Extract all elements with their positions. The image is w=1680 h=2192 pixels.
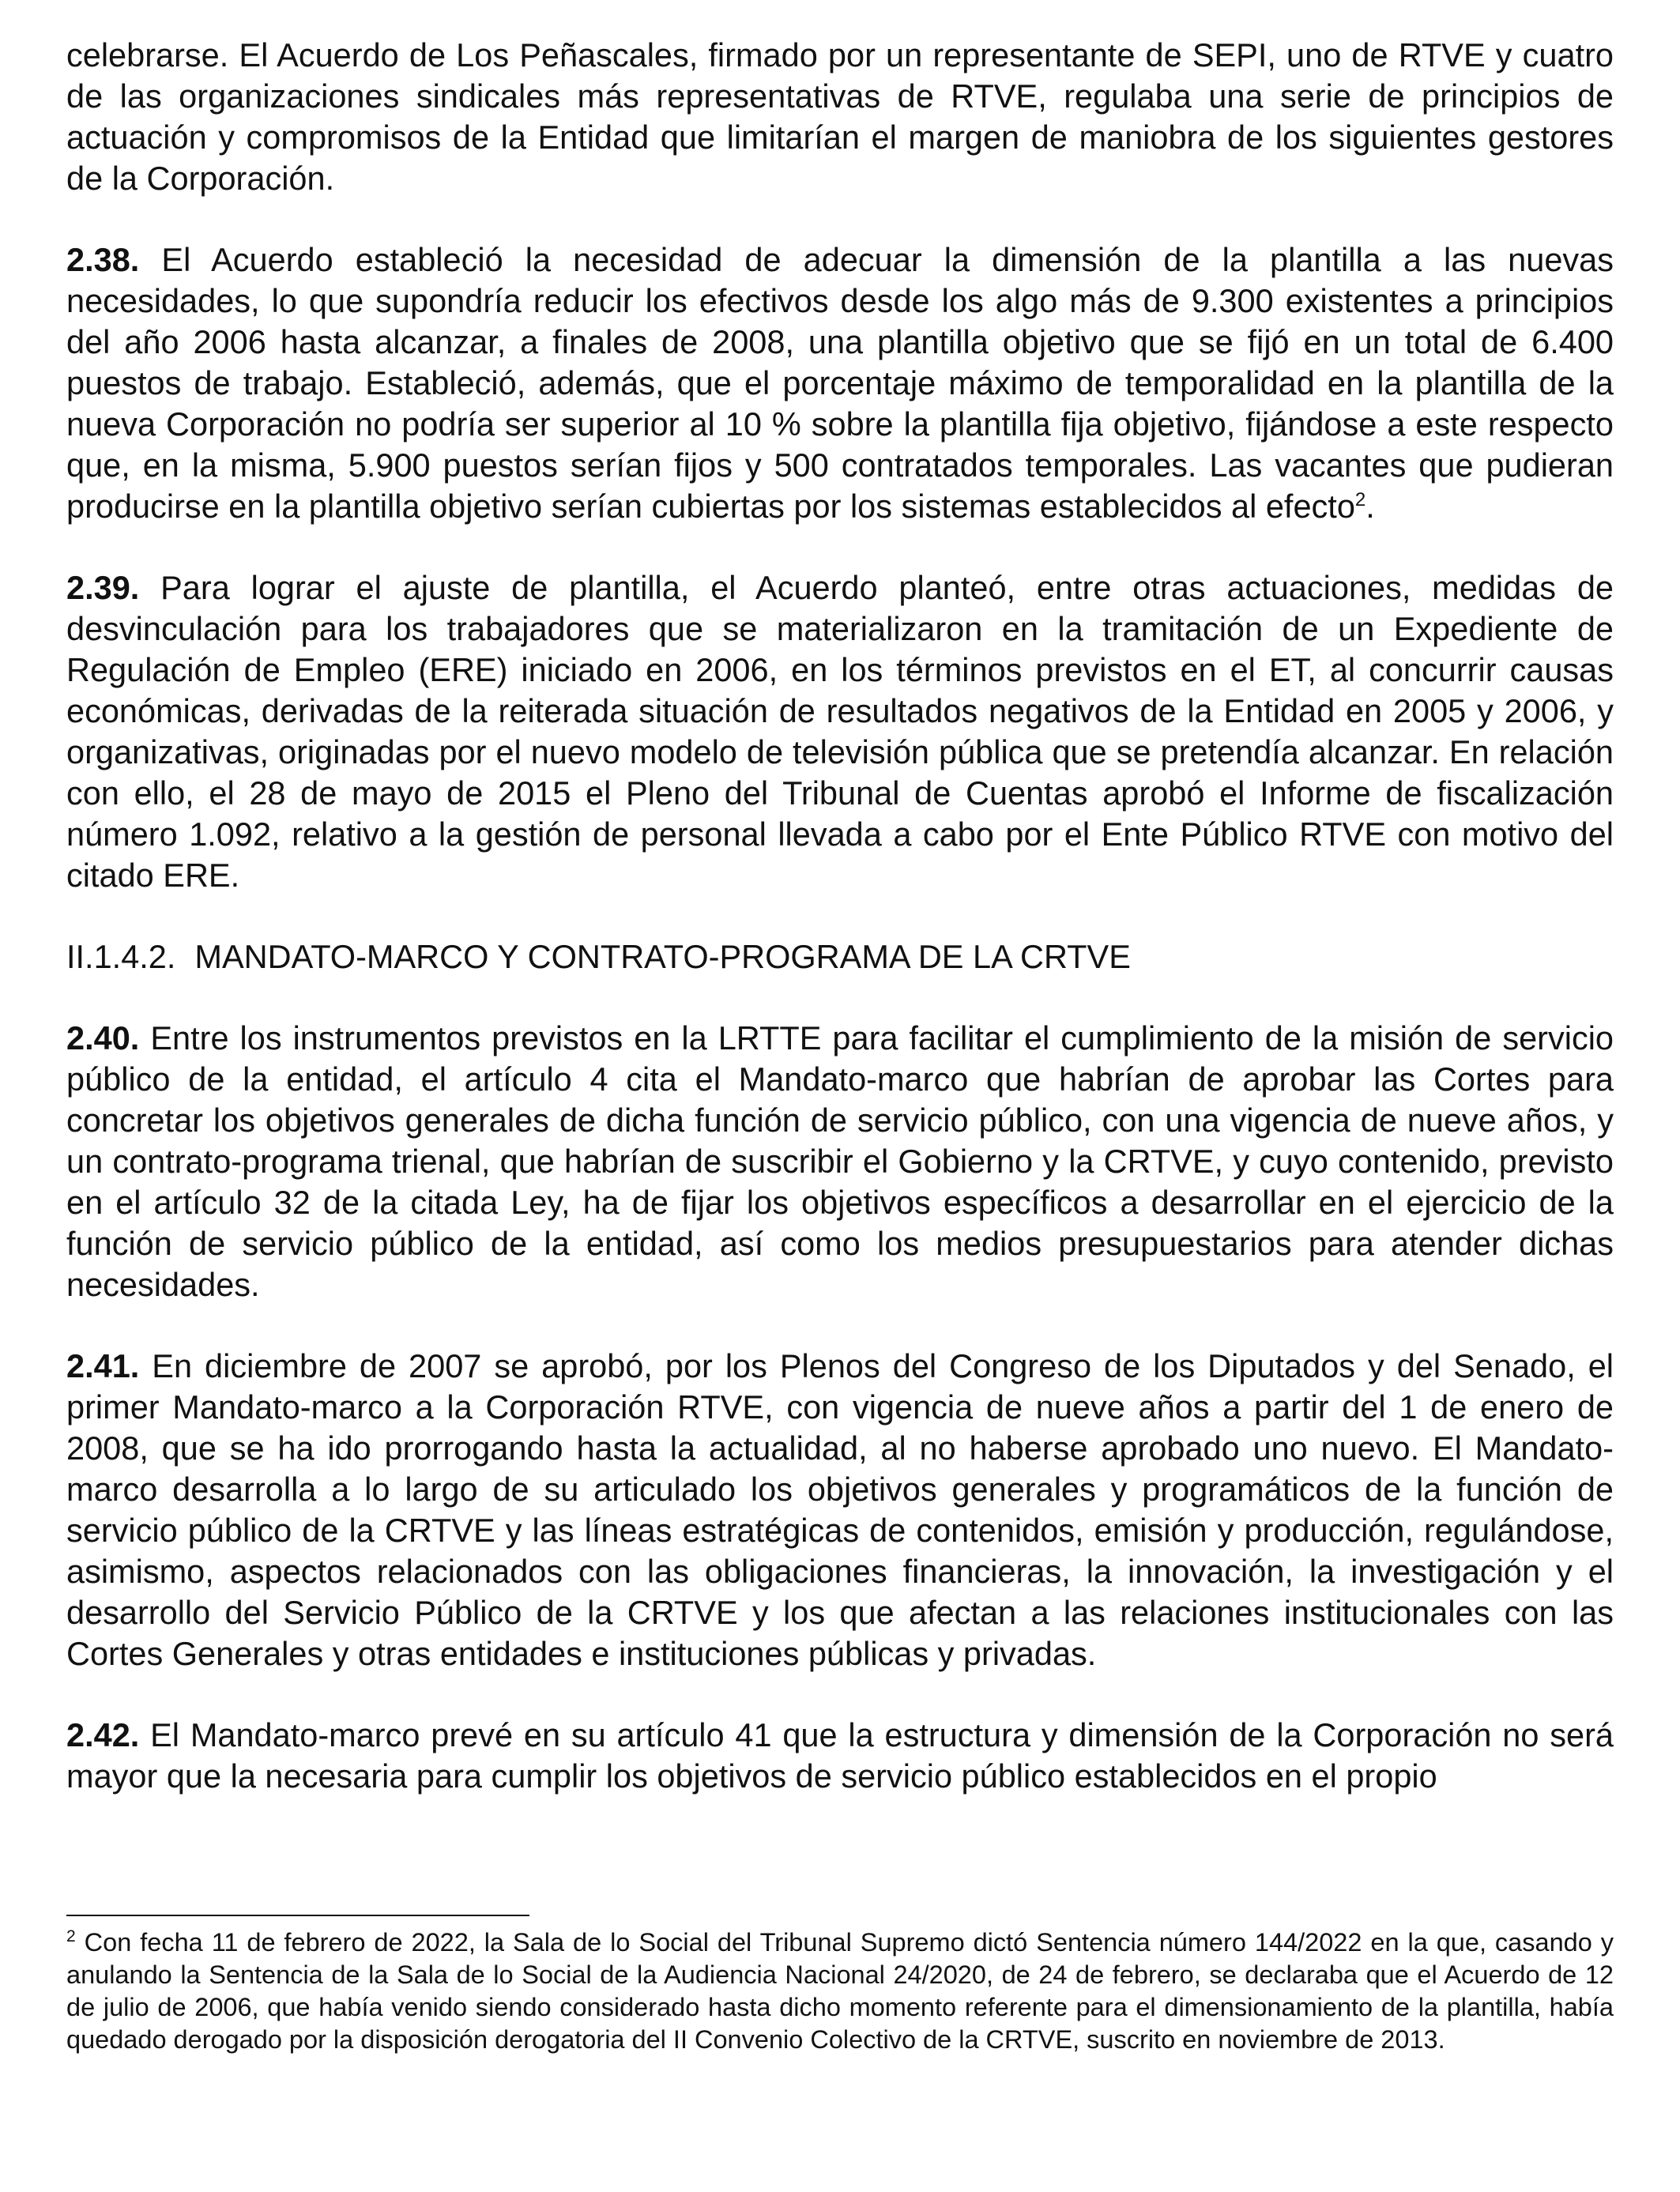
section-code: II.1.4.2. [66, 938, 176, 975]
footnote-reference[interactable]: 2 [1354, 489, 1366, 511]
paragraph-text: Para lograr el ajuste de plantilla, el Acuerdo planteó, entre otras actuaciones, medidas de desvinculación para los trabajadores que se materializaron en la tramitación de un Expediente de Regulación de Empleo (ERE) iniciado en 2006, en los términos previstos en el ET, al concurrir causas económicas, derivadas de la reiterada situación de resultados negativos de la Entidad en 2005 y 2006, y organizativas, originadas por el nuevo modelo de televisión pública que se pretendía alcanzar. En relación con ello, el 28 de mayo de 2015 el Pleno del Tribunal de Cuentas aprobó el Informe de fiscalización número 1.092, relativo a la gestión de personal llevada a cabo por el Ente Público RTVE con motivo del citado ERE. [66, 569, 1614, 894]
paragraph-2-41 [66, 1346, 1614, 1674]
paragraph-text: En diciembre de 2007 se aprobó, por los Plenos del Congreso de los Diputados y del Senado, el primer Mandato-marco a la Corporación RTVE, con vigencia de nueve años a partir del 1 de enero de 2008, que se ha ido prorrogando hasta la actualidad, al no haberse aprobado uno nuevo. El Mandato-marco desarrolla a lo largo de su articulado los objetivos generales y programáticos de la función de servicio público de la CRTVE y las líneas estratégicas de contenidos, emisión y producción, regulándose, asimismo, aspectos relacionados con las obligaciones financieras, la innovación, la investigación y el desarrollo del Servicio Público de la CRTVE y los que afectan a las relaciones institucionales con las Cortes Generales y otras entidades e instituciones públicas y privadas. [66, 1347, 1614, 1672]
paragraph-2-42 [66, 1715, 1614, 1797]
footnote-marker: 2 [66, 1927, 76, 1946]
paragraph-number: 2.38. [66, 241, 140, 278]
paragraph-number: 2.40. [66, 1019, 140, 1056]
document-body [66, 35, 1614, 1837]
section-title: MANDATO-MARCO Y CONTRATO-PROGRAMA DE LA CRTVE [194, 938, 1131, 975]
paragraph-text: El Mandato-marco prevé en su artículo 41 que la estructura y dimensión de la Corporación no será mayor que la necesaria para cumplir los objetivos de servicio público establecidos en el propio [66, 1716, 1614, 1795]
section-heading [66, 936, 1614, 977]
paragraph-2-40 [66, 1018, 1614, 1305]
footnote [66, 1926, 1614, 2056]
paragraph-text: El Acuerdo estableció la necesidad de adecuar la dimensión de la plantilla a las nuevas necesidades, lo que supondría reducir los efectivos desde los algo más de 9.300 existentes a principios del año 2006 hasta alcanzar, a finales de 2008, una plantilla objetivo que se fijó en un total de 6.400 puestos de trabajo. Estableció, además, que el porcentaje máximo de temporalidad en la plantilla de la nueva Corporación no podría ser superior al 10 % sobre la plantilla fija objetivo, fijándose a este respecto que, en la misma, 5.900 puestos serían fijos y 500 contratados temporales. Las vacantes que pudieran producirse en la plantilla objetivo serían cubiertas por los sistemas establecidos al efecto [66, 241, 1614, 525]
paragraph-2-38 [66, 239, 1614, 527]
paragraph-text: Entre los instrumentos previstos en la LRTTE para facilitar el cumplimiento de la misión de servicio público de la entidad, el artículo 4 cita el Mandato-marco que habrían de aprobar las Cortes para concretar los objetivos generales de dicha función de servicio público, con una vigencia de nueve años, y un contrato-programa trienal, que habrían de suscribir el Gobierno y la CRTVE, y cuyo contenido, previsto en el artículo 32 de la citada Ley, ha de fijar los objetivos específicos a desarrollar en el ejercicio de la función de servicio público de la entidad, así como los medios presupuestarios para atender dichas necesidades. [66, 1019, 1614, 1303]
paragraph-number: 2.39. [66, 569, 140, 606]
paragraph-text: celebrarse. El Acuerdo de Los Peñascales, firmado por un representante de SEPI, uno de RTVE y cuatro de las organizaciones sindicales más representativas de RTVE, regulaba una serie de principios de actuación y compromisos de la Entidad que limitarían el margen de maniobra de los siguientes gestores de la Corporación. [66, 36, 1614, 197]
paragraph-number: 2.42. [66, 1716, 140, 1753]
footnote-divider [66, 1915, 529, 1916]
footnote-text: Con fecha 11 de febrero de 2022, la Sala de lo Social del Tribunal Supremo dictó Sentencia número 144/2022 en la que, casando y anulando la Sentencia de la Sala de lo Social de la Audiencia Nacional 24/2020, de 24 de febrero, se declaraba que el Acuerdo de 12 de julio de 2006, que había venido siendo considerado hasta dicho momento referente para el dimensionamiento de la plantilla, había quedado derogado por la disposición derogatoria del II Convenio Colectivo de la CRTVE, suscrito en noviembre de 2013. [66, 1928, 1614, 2054]
paragraph-number: 2.41. [66, 1347, 140, 1384]
paragraph-2-39 [66, 567, 1614, 896]
paragraph-tail: . [1365, 488, 1375, 525]
paragraph-continuation [66, 35, 1614, 199]
